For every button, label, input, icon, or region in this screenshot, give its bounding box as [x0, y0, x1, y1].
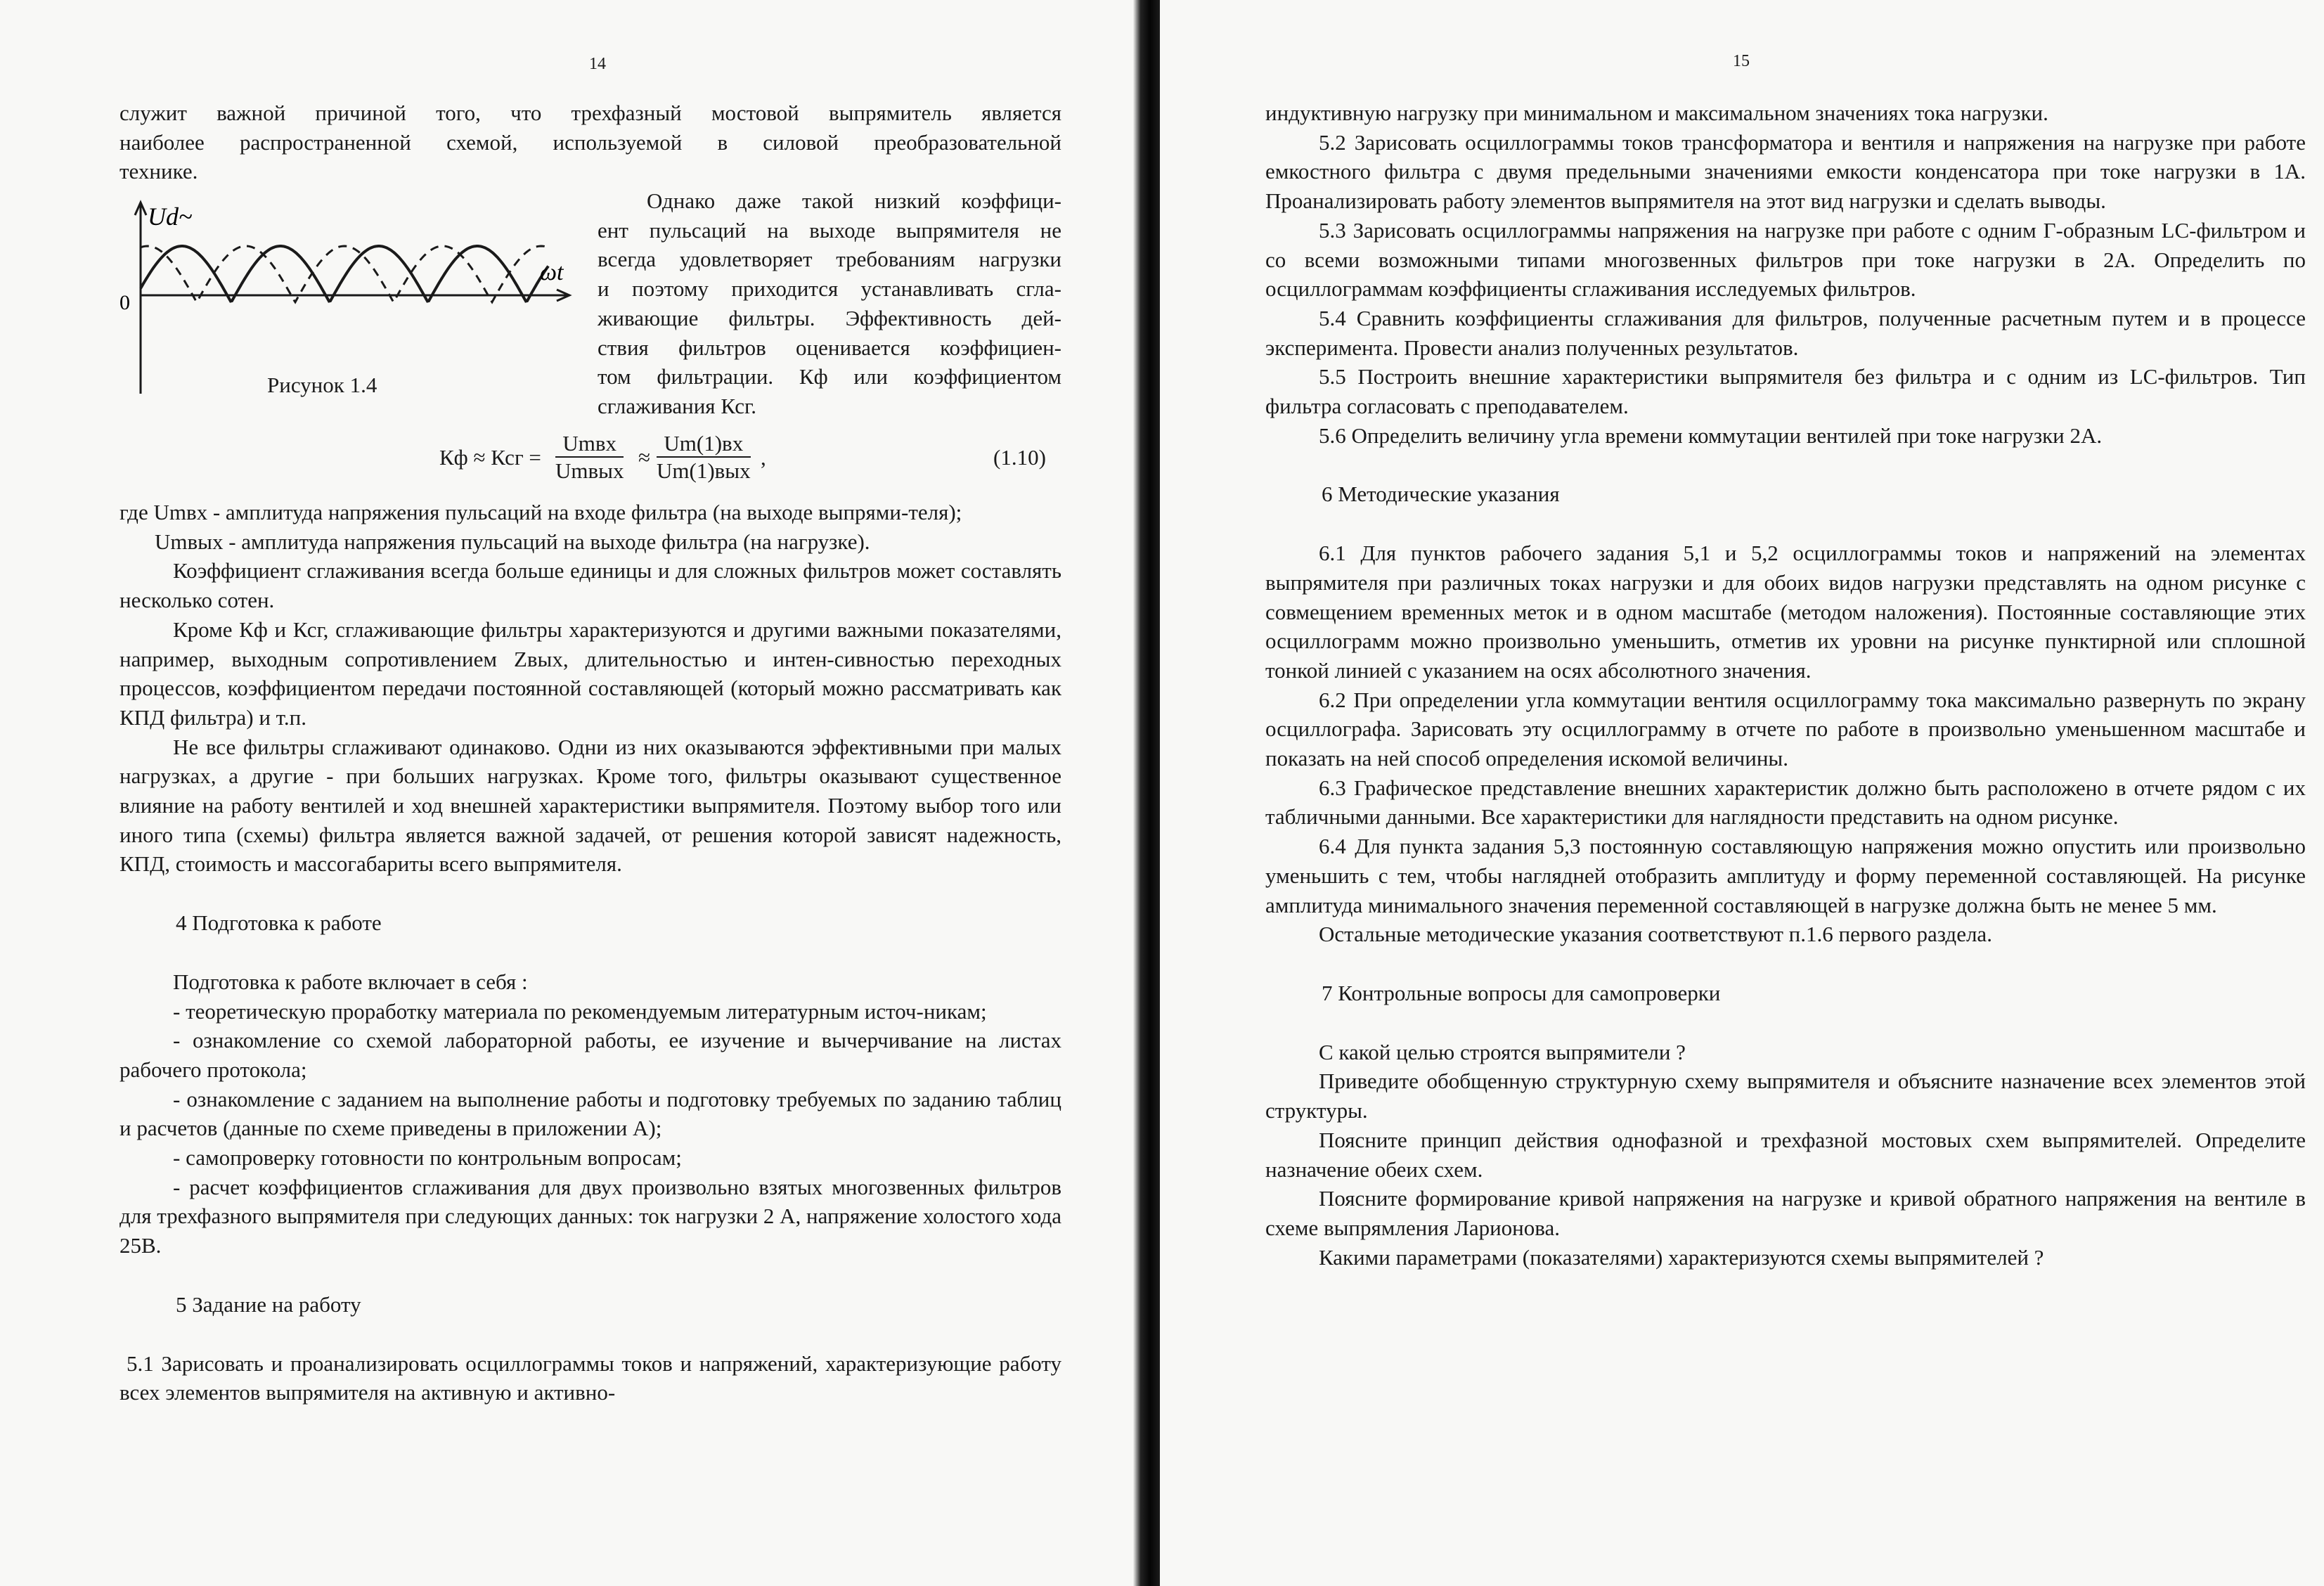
task-item: 5.6 Определить величину угла времени коммутации вентилей при токе нагрузки 2А. [1319, 423, 2103, 448]
task-item: 5.2 Зарисовать осциллограммы токов трансформатора и вентиля и напряжения на нагрузке при работе емкостного фильтра с двумя предельными значениями емкости конденсатора при токе нагрузки в 1А. Проанализировать работу элементов выпрямителя на этот вид нагрузки и сделать выводы. [1265, 129, 2306, 214]
figure-caption: Рисунок 1.4 [267, 373, 377, 397]
wrap-line: том фильтрации. Кф или коэффициентом [598, 364, 1061, 389]
list-item: - ознакомление с заданием на выполнение работы и подготовку требуемых по заданию таблиц и расчетов (данные по схеме приведены в приложении А); [120, 1086, 1061, 1141]
paragraph: Подготовка к работе включает в себя : [173, 969, 528, 994]
fraction-denominator: Um(1)вых [657, 458, 751, 483]
wrap-line: всегда удовлетворяет требованиям нагрузки [598, 247, 1061, 272]
question-item: С какой целью строятся выпрямители ? [1319, 1039, 1686, 1064]
ripple-figure [112, 197, 590, 401]
formula-lhs: Кф ≈ Ксг = [439, 445, 541, 470]
method-item: 6.3 Графическое представление внешних характеристик должно быть расположено в отчете рядом с их табличными данными. Все характеристики для наглядности представить на одном рисунке. [1265, 775, 2306, 830]
wrap-line: и поэтому приходится устанавливать сгла- [598, 276, 1061, 302]
left-page [0, 0, 1146, 1586]
list-item: - теоретическую проработку материала по рекомендуемым литературным источ-никам; [173, 998, 987, 1024]
question-item: Поясните формирование кривой напряжения на нагрузке и кривой обратного напряжения на вентиле в схеме выпрямления Ларионова. [1265, 1186, 2306, 1240]
where-definition: где Umвх - амплитуда напряжения пульсаций на входе фильтра (на выходе выпрями-теля); [120, 500, 962, 524]
formula-number: (1.10) [993, 445, 1046, 470]
origin-label: 0 [120, 291, 130, 314]
question-item: Поясните принцип действия однофазной и трехфазной мостовых схем выпрямителей. Определите назначение обеих схем. [1265, 1127, 2306, 1182]
page-number: 14 [589, 55, 606, 73]
formula-tail: , [761, 445, 766, 470]
intro-line: наиболее распространенной схемой, используемой в силовой преобразовательной [120, 129, 1061, 155]
left-body [120, 498, 1061, 1407]
section-heading-7: 7 Контрольные вопросы для самопроверки [1322, 980, 1721, 1005]
question-item: Приведите обобщенную структурную схему выпрямителя и объясните назначение всех элементов этой структуры. [1265, 1069, 2306, 1123]
fraction-numerator: Um(1)вх [657, 431, 751, 458]
wrap-line: ент пульсаций на выходе выпрямителя не [598, 217, 1061, 243]
list-item: - расчет коэффициентов сглаживания для двух произвольно взятых многозвенных фильтров для трехфазного выпрямителя при следующих данных: ток нагрузки 2 А, напряжение холостого хода 25В. [120, 1174, 1061, 1258]
paragraph: Не все фильтры сглаживают одинаково. Одни из них оказываются эффективными при малых нагрузках, а другие - при больших нагрузках. Кроме того, фильтры оказывают существенное влияние на работу вентилей и ход внешней характеристики выпрямителя. Поэтому выбор того или иного типа (схемы) фильтра является важной задачей, от решения которой зависят надежность, КПД, стоимость и массогабариты всего выпрямителя. [120, 734, 1061, 877]
intro-block [120, 98, 1061, 186]
method-item: Остальные методические указания соответствуют п.1.6 первого раздела. [1319, 922, 1992, 947]
section-heading-6: 6 Методические указания [1322, 482, 1560, 507]
task-item: 5.3 Зарисовать осциллограммы напряжения на нагрузке при работе с одним Г-образным LC-фильтром и со всеми возможными типами многозвенных фильтров при токе нагрузки в 2А. Определить по осциллограммам коэффициенты сглаживания исследуемых фильтров. [1265, 217, 2306, 302]
intro-line: служит важной причиной того, что трехфазный мостовой выпрямитель является [120, 101, 1061, 125]
list-item: - ознакомление со схемой лабораторной работы, ее изучение и вычерчивание на листах рабочего протокола; [120, 1028, 1061, 1082]
section-heading-4: 4 Подготовка к работе [176, 910, 382, 936]
list-item: - самопроверку готовности по контрольным вопросам; [173, 1145, 682, 1171]
question-item: Какими параметрами (показателями) характеризуются схемы выпрямителей ? [1319, 1244, 2044, 1270]
x-axis-label: ωt [540, 259, 564, 285]
fraction-denominator: Umвых [555, 458, 624, 483]
wrap-line: Однако даже такой низкий коэффици- [647, 188, 1061, 213]
method-item: 6.1 Для пунктов рабочего задания 5,1 и 5,2 осциллограммы токов и напряжений на элементах выпрямителя при различных токах нагрузки и для обоих видов нагрузки представлять на одном рисунке с совмещением временных меток и в одном масштабе (методом наложения). Постоянные составляющие этих осциллограмм можно произвольно уменьшить, отметив их уровни на рисунке пунктирной или сплошной тонкой линией с указанием на осях абсолютного значения. [1265, 541, 2306, 683]
method-item: 6.2 При определении угла коммутации вентиля осциллограмму тока максимально развернуть по экрану осциллографа. Зарисовать эту осциллограмму в отчете по работе в произвольно уменьшенном масштабе и показать на ней способ определения искомой величины. [1265, 687, 2306, 771]
wrap-text [598, 186, 1061, 421]
where-definition: Umвых - амплитуда напряжения пульсаций на выходе фильтра (на нагрузке). [155, 529, 870, 554]
formula-1-10 [120, 425, 1061, 492]
paragraph: Кроме Кф и Ксг, сглаживающие фильтры характеризуются и другими важными показателями, например, выходным сопротивлением Zвых, длительностью и интен-сивностью переходных процессов, коэффициентом передачи постоянной составляющей (который можно рассматривать как КПД фильтра) и т.п. [120, 617, 1061, 730]
wrap-line: ствия фильтров оценивается коэффициен- [598, 335, 1061, 360]
formula-approx: ≈ [638, 445, 651, 470]
right-body [1265, 98, 2306, 1272]
wrap-line: сглаживания Ксг. [598, 393, 756, 418]
paragraph: Коэффициент сглаживания всегда больше единицы и для сложных фильтров может составлять несколько сотен. [120, 558, 1061, 613]
task-item: 5.5 Построить внешние характеристики выпрямителя без фильтра и с одним из LC-фильтров. Тип фильтра согласовать с преподавателем. [1265, 364, 2306, 419]
task-item: 5.1 Зарисовать и проанализировать осциллограммы токов и напряжений, характеризующие работу всех элементов выпрямителя на активную и активно- [120, 1350, 1061, 1405]
formula-fraction-2 [657, 431, 751, 484]
formula-fraction-1 [555, 431, 624, 484]
continuation-line: индуктивную нагрузку при минимальном и максимальном значениях тока нагрузки. [1265, 101, 2048, 125]
task-item: 5.4 Сравнить коэффициенты сглаживания для фильтров, полученные расчетным путем и в процессе эксперимента. Провести анализ полученных результатов. [1265, 305, 2306, 360]
page-number: 15 [1733, 52, 1750, 70]
intro-line: технике. [120, 159, 198, 184]
right-page [1160, 0, 2324, 1586]
wrap-line: живающие фильтры. Эффективность дей- [598, 305, 1061, 330]
y-axis-label: Ud~ [148, 202, 193, 231]
fraction-numerator: Umвх [555, 431, 624, 458]
section-heading-5: 5 Задание на работу [176, 1291, 361, 1317]
method-item: 6.4 Для пункта задания 5,3 постоянную составляющую напряжения можно опустить или произвольно уменьшить с тем, чтобы наглядней отобразить амплитуду и форму переменной составляющей. На рисунке амплитуда минимального значения переменной составляющей в нагрузке должна быть не менее 5 мм. [1265, 834, 2306, 917]
